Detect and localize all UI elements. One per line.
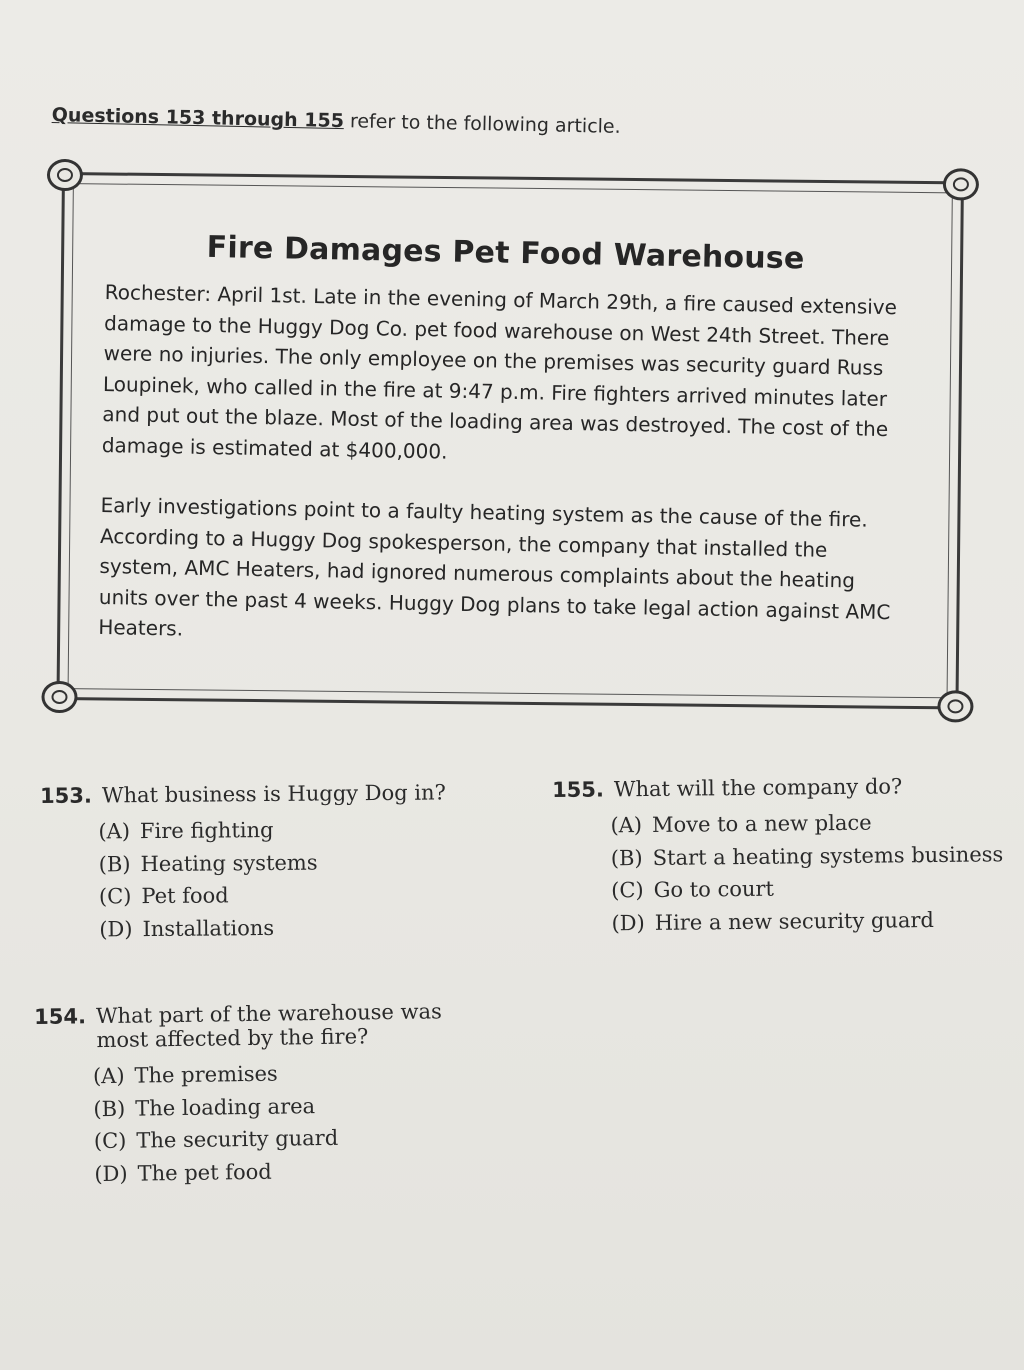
answer-option[interactable]	[93, 1055, 443, 1092]
answer-options	[40, 812, 447, 946]
question-154	[34, 999, 444, 1191]
answer-option[interactable]	[94, 1120, 444, 1157]
answer-option[interactable]	[98, 812, 446, 848]
option-text: Move to a new place	[651, 810, 872, 837]
option-letter: (D)	[99, 916, 133, 941]
option-letter: (C)	[98, 884, 132, 909]
option-letter: (A)	[92, 1063, 125, 1089]
option-letter: (A)	[98, 819, 131, 844]
option-text: Fire fighting	[139, 817, 274, 844]
option-letter: (C)	[611, 878, 644, 903]
question-number: 154.	[34, 1004, 87, 1029]
option-text: Heating systems	[140, 850, 318, 876]
question-number: 155.	[552, 777, 605, 802]
corner-ornament-icon	[41, 681, 77, 713]
option-text: The loading area	[135, 1093, 316, 1121]
article-paragraph-1: Rochester: April 1st. Late in the evening of March 29th, a fire caused extensive damage to the Huggy Dog Co. pet food warehouse on West 24th Street. There were no injuries. The only employee on the premises was security guard Russ Loupinek, who called in the fire at 9:47 p.m. Fire fighters arrived minutes later and put out the blaze. Most of the loading area was destroyed. The cost of the damage is estimated at $400,000.	[101, 279, 898, 464]
option-letter: (D)	[94, 1161, 128, 1186]
questions-intro	[52, 104, 621, 138]
option-text: Hire a new security guard	[654, 907, 935, 935]
option-text: The security guard	[136, 1125, 339, 1153]
answer-option[interactable]	[93, 1088, 443, 1125]
option-text: Go to court	[653, 876, 775, 902]
article-body	[98, 228, 906, 658]
question-text: What will the company do?	[613, 774, 903, 802]
answer-option[interactable]	[99, 877, 447, 913]
option-text: Installations	[142, 915, 275, 941]
corner-ornament-icon	[943, 168, 979, 200]
question-155	[552, 773, 1004, 940]
option-letter: (B)	[98, 851, 131, 876]
corner-ornament-icon	[47, 159, 83, 191]
answer-option[interactable]	[610, 805, 1003, 842]
answer-option[interactable]	[611, 903, 1004, 940]
article-paragraph-2: Early investigations point to a faulty heating system as the cause of the fire. According to a Huggy Dog spokesperson, the company that installed the system, AMC Heaters, had ignored numerous complaints about the heating units over the past 4 weeks. Huggy Dog plans to take legal action against AMC Heaters.	[98, 492, 891, 641]
corner-ornament-icon	[937, 690, 973, 722]
answer-option[interactable]	[94, 1153, 444, 1190]
intro-range: Questions 153 through 155	[51, 104, 345, 133]
intro-rest: refer to the following article.	[343, 110, 621, 138]
answer-option[interactable]	[611, 838, 1004, 875]
option-letter: (C)	[93, 1128, 127, 1154]
answer-option[interactable]	[611, 870, 1004, 907]
option-text: The premises	[134, 1061, 278, 1088]
answer-option[interactable]	[99, 910, 447, 946]
question-153	[40, 780, 447, 946]
answer-options	[552, 805, 1004, 940]
article-headline: Fire Damages Pet Food Warehouse	[206, 229, 805, 277]
question-number: 153.	[40, 783, 93, 808]
option-letter: (B)	[93, 1096, 126, 1121]
answer-options	[35, 1055, 444, 1191]
option-text: The pet food	[137, 1159, 272, 1186]
question-text: What business is Huggy Dog in?	[101, 780, 446, 808]
option-text: Pet food	[141, 883, 229, 909]
option-text: Start a heating systems business	[652, 841, 1004, 870]
option-letter: (B)	[610, 845, 643, 870]
question-text-line-2: most affected by the fire?	[96, 1024, 369, 1053]
question-text-line-1: What part of the warehouse was	[95, 999, 442, 1029]
option-letter: (A)	[610, 813, 643, 838]
answer-option[interactable]	[99, 845, 447, 881]
option-letter: (D)	[611, 910, 645, 935]
